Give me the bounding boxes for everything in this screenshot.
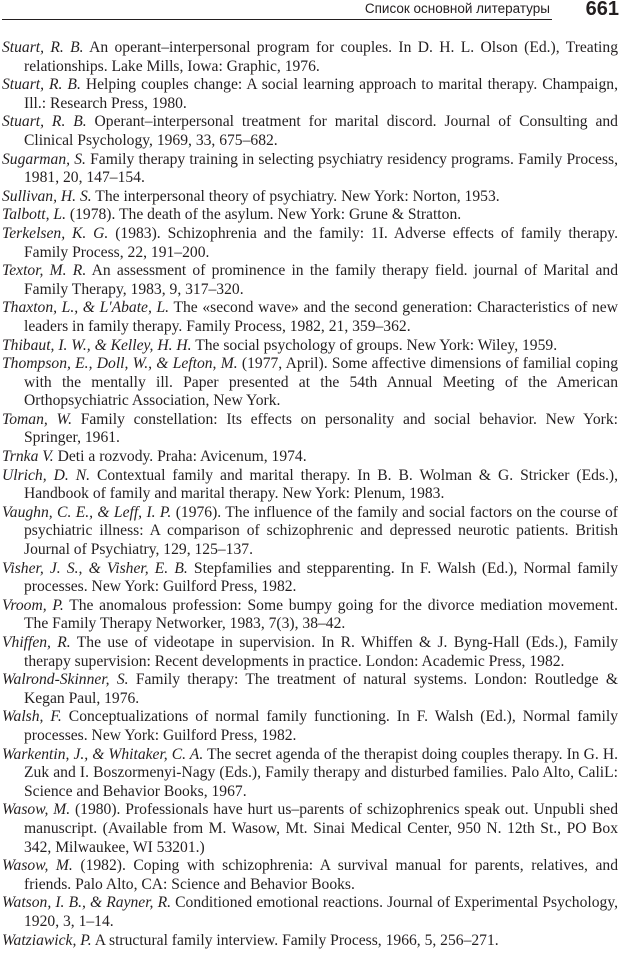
page-number: 661 <box>585 0 619 20</box>
reference-entry <box>2 708 618 745</box>
reference-text: Helping couples change: A social learning approach to marital therapy. Champaign, Ill.: Research Press, 1980. <box>24 76 619 112</box>
reference-text: Family therapy: The treatment of natural systems. London: Routledge & Kegan Paul, 1976. <box>24 671 618 707</box>
reference-text: (1977, April). Some affective dimensions of familial coping with the mentally ill. Paper presented at the 54th Annual Meeting of the American Orthopsychiatric Association, New York. <box>24 355 619 410</box>
reference-text: The «second wave» and the second generation: Characteristics of new leaders in family therapy. Family Process, 1982, 21, 359–362. <box>24 299 618 335</box>
reference-text: The social psychology of groups. New York: Wiley, 1959. <box>195 336 558 354</box>
reference-authors: Walrond-Skinner, S. <box>2 671 129 689</box>
reference-text: Conditioned emotional reactions. Journal of Experimental Psychology, 1920, 3, 1–14. <box>24 894 619 930</box>
reference-entry <box>2 894 618 931</box>
reference-authors: Sullivan, H. S. <box>2 187 92 205</box>
reference-authors: Vhiffen, R. <box>2 634 71 651</box>
reference-authors: Visher, J. S., & Visher, E. B. <box>2 559 188 577</box>
reference-entry <box>2 467 618 504</box>
reference-entry <box>2 188 618 207</box>
reference-authors: Talbott, L. <box>2 206 66 224</box>
reference-entry <box>2 746 618 802</box>
reference-authors: Thibaut, I. W., & Kelley, H. H. <box>2 336 192 354</box>
reference-text: An assessment of prominence in the family therapy field. journal of Marital and Family Therapy, 1983, 9, 317–320. <box>24 262 619 298</box>
reference-authors: Wasow, M. <box>2 857 73 875</box>
reference-entry <box>2 206 618 225</box>
reference-authors: Stuart, R. B. <box>2 76 81 94</box>
reference-entry <box>2 801 618 857</box>
reference-text: (1983). Schizophrenia and the family: 1I. Adverse effects of family therapy. Family Process, 22, 191–200. <box>24 224 618 261</box>
running-title: Список основной литературы <box>364 1 550 16</box>
reference-entry <box>2 337 618 356</box>
reference-entry <box>2 448 618 467</box>
reference-text: (1982). Coping with schizophrenia: A survival manual for parents, relatives, and friends. Palo Alto, CA: Science and Behavior Books. <box>24 857 618 893</box>
reference-text: (1976). The influence of the family and social factors on the course of psychiatric illness: A comparison of schizophrenic and depressed neurotic patients. British Journal of Psychiatry, 129, 125–137. <box>24 503 618 559</box>
reference-entry <box>2 504 618 560</box>
reference-entry <box>2 355 618 411</box>
reference-authors: Toman, W. <box>2 410 72 428</box>
reference-text: The use of videotape in supervision. In R. Whiffen & J. Byng-Hall (Eds.), Family therapy supervision: Recent developments in practice. London: Academic Press, 1982. <box>24 634 619 670</box>
reference-authors: Watziawick, P. <box>2 931 92 949</box>
reference-text: The anomalous profession: Some bumpy going for the divorce mediation movement. The Family Therapy Networker, 1983, 7(3), 38–42. <box>24 596 618 633</box>
reference-entry <box>2 671 618 708</box>
reference-authors: Ulrich, D. N. <box>2 466 91 484</box>
reference-text: An operant–interpersonal program for couples. In D. H. L. Olson (Ed.), Treating relationships. Lake Mills, Iowa: Graphic, 1976. <box>24 39 618 75</box>
reference-list <box>2 39 618 950</box>
page-header <box>0 0 620 22</box>
reference-text: Conceptualizations of normal family functioning. In F. Walsh (Ed.), Normal family processes. New York: Guilford Press, 1982. <box>24 708 619 744</box>
reference-text: (1978). The death of the asylum. New York: Grune & Stratton. <box>69 206 462 224</box>
reference-entry <box>2 39 618 76</box>
reference-authors: Textor, M. R. <box>2 262 87 280</box>
reference-entry <box>2 597 618 634</box>
reference-entry <box>2 262 618 299</box>
header-rule <box>2 19 552 20</box>
reference-entry <box>2 857 618 894</box>
reference-authors: Stuart, R. B. <box>2 113 87 131</box>
reference-text: Operant–interpersonal treatment for marital discord. Journal of Consulting and Clinical Psychology, 1969, 33, 675–682. <box>24 113 618 149</box>
reference-entry <box>2 932 618 951</box>
reference-text: The interpersonal theory of psychiatry. New York: Norton, 1953. <box>95 187 500 205</box>
reference-text: Family therapy training in selecting psychiatry residency programs. Family Process, 1981, 20, 147–154. <box>24 150 618 187</box>
reference-text: Family constellation: Its effects on personality and social behavior. New York: Springer, 1961. <box>24 410 618 447</box>
reference-authors: Wasow, M. <box>2 801 71 819</box>
reference-text: Stepfamilies and stepparenting. In F. Walsh (Ed.), Normal family processes. New York: Guilford Press, 1982. <box>24 559 618 596</box>
reference-authors: Vroom, P. <box>2 596 64 614</box>
reference-authors: Terkelsen, K. G. <box>2 224 109 242</box>
reference-authors: Vaughn, C. E., & Leff, I. P. <box>2 503 172 521</box>
reference-authors: Warkentin, J., & Whitaker, C. A. <box>2 745 204 763</box>
reference-authors: Thompson, E., Doll, W., & Lefton, M. <box>2 355 238 373</box>
reference-entry <box>2 634 618 671</box>
reference-text: A structural family interview. Family Process, 1966, 5, 256–271. <box>94 931 499 949</box>
reference-entry <box>2 225 618 262</box>
reference-authors: Watson, I. B., & Rayner, R. <box>2 894 171 912</box>
reference-text: (1980). Professionals have hurt us–parents of schizophrenics speak out. Unpubli shed manuscript. (Available from M. Wasow, Mt. Sinai Medical Center, 950 N. 12th St., PO Box 342, Milwaukee, WI 53201.) <box>24 801 619 856</box>
reference-text: Deti a rozvody. Praha: Avicenum, 1974. <box>57 448 307 466</box>
reference-text: Contextual family and marital therapy. In B. B. Wolman & G. Stricker (Eds.), Handbook of family and marital therapy. New York: Plenum, 1983. <box>24 466 618 503</box>
reference-authors: Sugarman, S. <box>2 150 86 168</box>
reference-entry <box>2 113 618 150</box>
reference-entry <box>2 411 618 448</box>
reference-entry <box>2 76 618 113</box>
reference-text: The secret agenda of the therapist doing couples therapy. In G. H. Zuk and I. Boszormenyi-Nagy (Eds.), Family therapy and disturbed families. Palo Alto, CaliL: Science and Behavior Books, 1967. <box>24 745 618 800</box>
reference-entry <box>2 151 618 188</box>
reference-authors: Walsh, F. <box>2 708 62 726</box>
reference-authors: Thaxton, L., & L'Abate, L. <box>2 299 170 317</box>
reference-authors: Trnka V. <box>2 448 54 466</box>
reference-entry <box>2 299 618 336</box>
reference-entry <box>2 560 618 597</box>
reference-authors: Stuart, R. B. <box>2 39 84 56</box>
